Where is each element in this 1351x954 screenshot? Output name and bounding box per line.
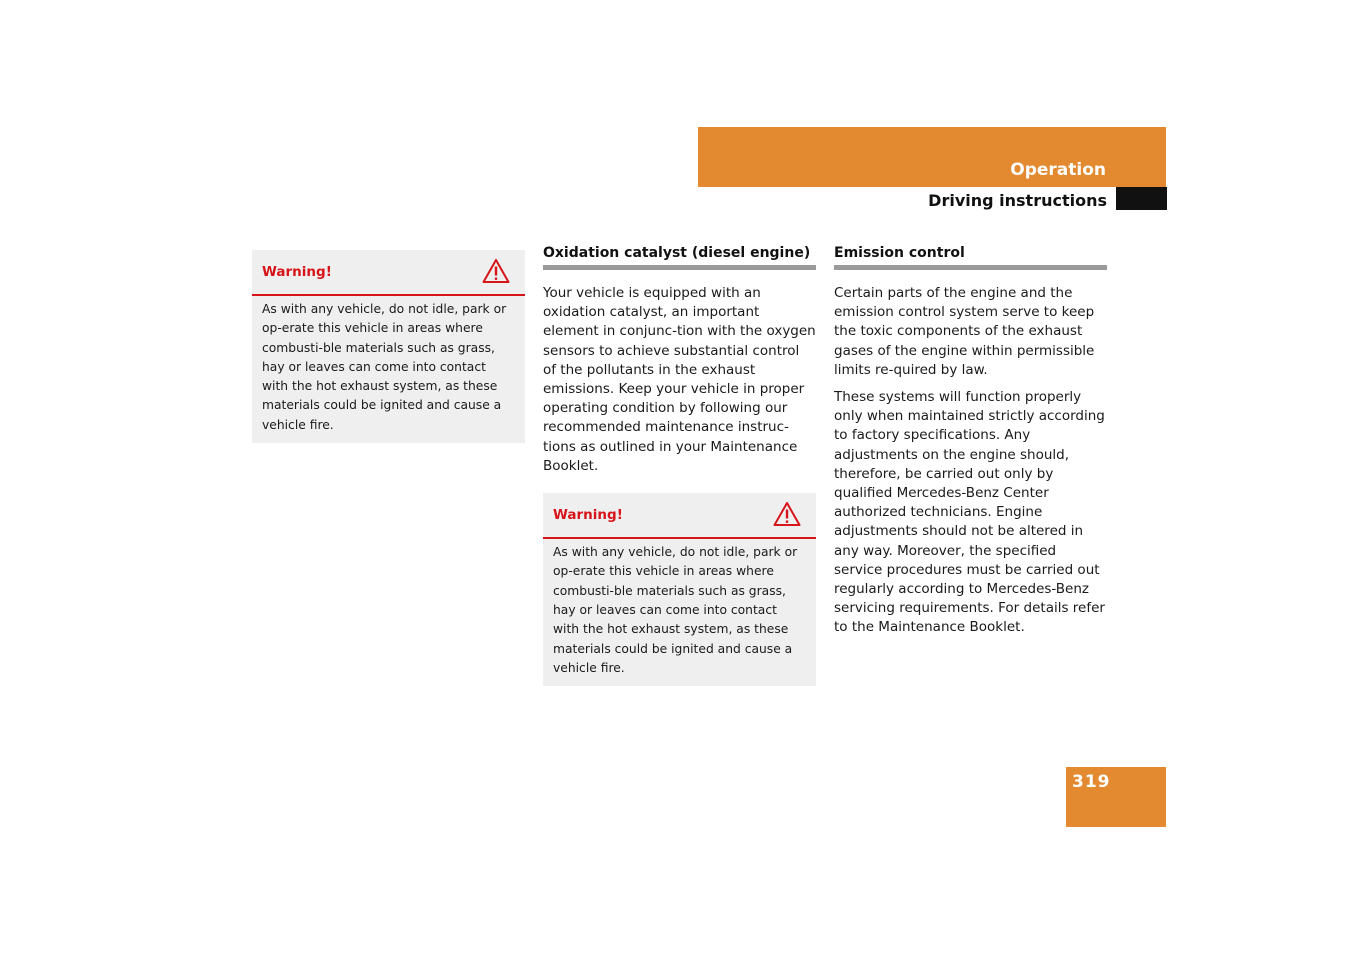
page-number-box [1066, 767, 1166, 827]
warning-header [252, 250, 525, 296]
warning-label: Warning! [262, 264, 332, 280]
warning-header [543, 493, 816, 539]
warning-box [252, 250, 525, 443]
section-title: Operation [1010, 160, 1106, 180]
warning-triangle-icon [773, 501, 801, 527]
oxidation-paragraph: Your vehicle is equipped with an oxidation catalyst, an important element in conjunc-tion with the oxygen sensors to achieve substantial control of the pollutants in the exhaust emissions. Keep your vehicle in proper operating condition by following our recommended maintenance instruc-tions as outlined in your Maintenance Booklet. [543, 285, 816, 474]
emission-paragraph-2: These systems will function properly only when maintained strictly according to factory specifications. Any adjustments on the engine should, therefore, be carried out only by qualified Mercedes-Benz Center authorized technicians. Engine adjustments should not be altered in any way. Moreover, the specified service procedures must be carried out regularly according to Mercedes-Benz servicing requirements. For details refer to the Maintenance Booklet. [834, 389, 1105, 636]
warning-triangle-icon [482, 258, 510, 284]
emission-heading: Emission control [834, 245, 1107, 270]
column-left [252, 250, 525, 443]
warning-box [543, 493, 816, 686]
section-tab-marker [1116, 187, 1167, 210]
column-middle [543, 245, 816, 686]
warning-text: As with any vehicle, do not idle, park or op-erate this vehicle in areas where combusti-ble materials such as grass, hay or leaves can come into contact with the hot exhaust system, as these materials could be ignited and cause a vehicle fire. [262, 302, 507, 432]
column-right [834, 245, 1107, 638]
oxidation-heading: Oxidation catalyst (diesel engine) [543, 245, 816, 270]
warning-label: Warning! [553, 507, 623, 524]
header-bar [698, 127, 1166, 187]
subsection-title: Driving instructions [928, 191, 1107, 210]
emission-paragraph-1: Certain parts of the engine and the emission control system serve to keep the toxic components of the exhaust gases of the engine within permissible limits re-quired by law. [834, 285, 1095, 378]
warning-text: As with any vehicle, do not idle, park or op-erate this vehicle in areas where combusti-ble materials such as grass, hay or leaves can come into contact with the hot exhaust system, as these materials could be ignited and cause a vehicle fire. [553, 545, 798, 675]
page-number: 319 [1072, 772, 1111, 792]
